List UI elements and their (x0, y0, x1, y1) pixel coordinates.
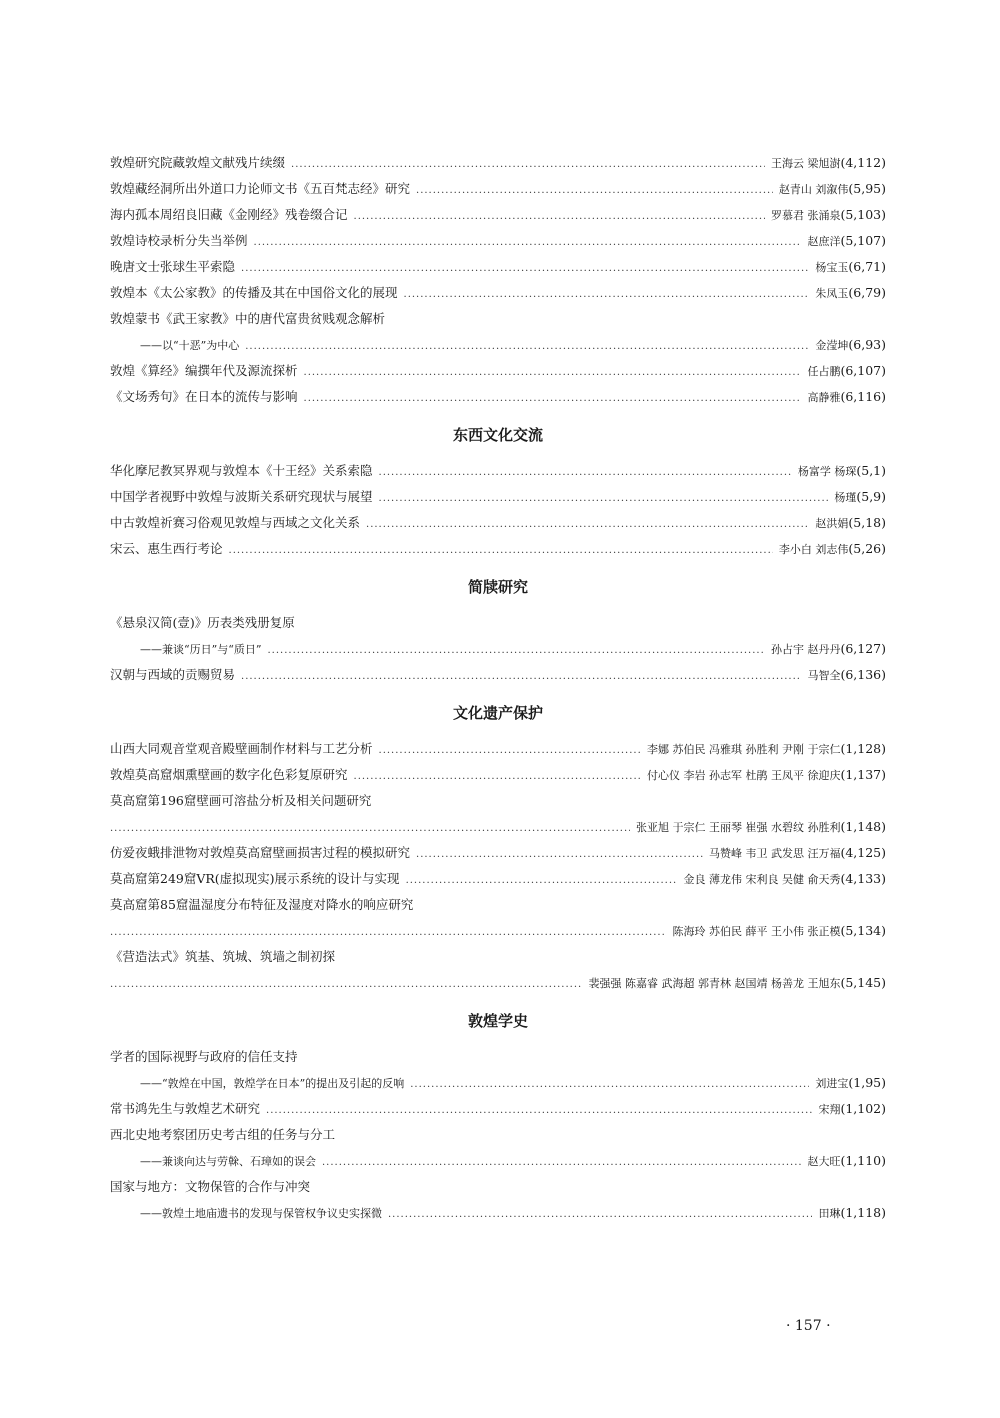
entry-authors: 赵庶洋 (807, 235, 841, 248)
entry-title: 中国学者视野中敦煌与波斯关系研究现状与展望 (110, 489, 373, 504)
toc-entry[interactable] (110, 306, 886, 358)
entry-citation: (1,148) (840, 819, 886, 834)
toc-entry[interactable] (110, 458, 886, 484)
entry-citation: (1,128) (840, 741, 886, 756)
entry-subtitle: ——兼谈“历日”与“质日” (140, 643, 262, 656)
entry-title: 中古敦煌祈赛习俗观见敦煌与西域之文化关系 (110, 515, 361, 530)
entry-row (110, 866, 886, 892)
entry-authors: 马智全 (807, 669, 841, 682)
entry-citation: (6,127) (840, 641, 886, 656)
entry-citation: (5,145) (840, 975, 886, 990)
entry-authors: 金滢坤 (815, 339, 849, 352)
entry-title: 仿爱夜蛾排泄物对敦煌莫高窟壁画损害过程的模拟研究 (110, 845, 411, 860)
entry-authors: 金良 薄龙伟 宋利良 吴健 俞天秀 (683, 873, 841, 886)
toc-entry[interactable] (110, 1122, 886, 1174)
entry-list (110, 458, 886, 562)
entry-citation: (1,95) (848, 1075, 886, 1090)
dot-leader (241, 256, 809, 282)
entry-list (110, 1044, 886, 1226)
entry-row (110, 176, 886, 202)
entry-title: 敦煌莫高窟烟熏壁画的数字化色彩复原研究 (110, 767, 348, 782)
entry-author-row (110, 918, 886, 944)
toc-section (110, 568, 886, 688)
toc-entry[interactable] (110, 254, 886, 280)
entry-citation: (6,79) (848, 285, 886, 300)
entry-citation: (5,95) (848, 181, 886, 196)
section-heading: 敦煌学史 (467, 1012, 528, 1030)
entry-authors: 付心仪 李岩 孙志军 杜鹃 王凤平 徐迎庆 (646, 769, 841, 782)
entry-row (110, 762, 886, 788)
entry-title: 海内孤本周绍良旧藏《金刚经》残卷缀合记 (110, 207, 348, 222)
dot-leader (266, 1098, 812, 1124)
toc-entry[interactable] (110, 892, 886, 944)
dot-leader (304, 386, 802, 412)
toc-entry[interactable] (110, 228, 886, 254)
dot-leader (379, 460, 792, 486)
dot-leader (304, 360, 802, 386)
entry-title: 敦煌本《太公家教》的传播及其在中国俗文化的展现 (110, 285, 398, 300)
entry-author-row (110, 970, 886, 996)
entry-authors: 宋翔 (818, 1103, 841, 1116)
entry-authors: 杨瑾 (834, 491, 857, 504)
entry-authors: 高静雅 (807, 391, 841, 404)
entry-citation: (6,107) (840, 363, 886, 378)
entry-row (110, 840, 886, 866)
entry-authors: 张亚旭 于宗仁 王丽琴 崔强 水碧纹 孙胜利 (635, 821, 841, 834)
entry-title: 晚唐文士张球生平索隐 (110, 259, 236, 274)
entry-row (110, 202, 886, 228)
entry-row (110, 510, 886, 536)
toc-entry[interactable] (110, 510, 886, 536)
dot-leader (110, 816, 630, 842)
entry-citation: (4,112) (840, 155, 886, 170)
entry-authors: 李娜 苏伯民 冯雅琪 孙胜利 尹刚 于宗仁 (646, 743, 841, 756)
entry-title: 敦煌《算经》编撰年代及源流探析 (110, 363, 298, 378)
entry-citation: (6,116) (840, 389, 886, 404)
toc-entry[interactable] (110, 788, 886, 840)
entry-citation: (5,18) (848, 515, 886, 530)
entry-authors: 李小白 刘志伟 (778, 543, 849, 556)
entry-title: 常书鸿先生与敦煌艺术研究 (110, 1101, 261, 1116)
entry-row (110, 384, 886, 410)
toc-entry[interactable] (110, 1096, 886, 1122)
entry-authors: 杨富学 杨琛 (797, 465, 857, 478)
entry-list (110, 150, 886, 410)
entry-row (110, 150, 886, 176)
dot-leader (366, 512, 809, 538)
entry-subtitle: ——以“十恶”为中心 (140, 339, 240, 352)
entry-title: 学者的国际视野与政府的信任支持 (110, 1049, 298, 1064)
entry-authors: 刘进宝 (815, 1077, 849, 1090)
toc-section (110, 150, 886, 410)
toc-entry[interactable] (110, 1174, 886, 1226)
entry-citation: (4,125) (840, 845, 886, 860)
toc-entry[interactable] (110, 840, 886, 866)
toc-entry[interactable] (110, 484, 886, 510)
dot-leader (379, 486, 829, 512)
entry-row (110, 662, 886, 688)
entry-list (110, 610, 886, 688)
entry-title: 敦煌研究院藏敦煌文献残片续缀 (110, 155, 286, 170)
dot-leader (229, 538, 773, 564)
entry-row (110, 228, 886, 254)
entry-subtitle: ——“敦煌在中国，敦煌学在日本”的提出及引起的反响 (140, 1077, 405, 1090)
entry-title: 莫高窟第249窟VR(虚拟现实)展示系统的设计与实现 (110, 871, 400, 886)
entry-title: 敦煌诗校录析分失当举例 (110, 233, 248, 248)
entry-citation: (6,93) (848, 337, 886, 352)
entry-title: 山西大同观音堂观音殿壁画制作材料与工艺分析 (110, 741, 373, 756)
entry-citation: (5,103) (840, 207, 886, 222)
table-of-contents (110, 146, 886, 1226)
entry-authors: 孙占宇 赵丹丹 (770, 643, 841, 656)
entry-title: 国家与地方：文物保管的合作与冲突 (110, 1179, 311, 1194)
entry-authors: 杨宝玉 (815, 261, 849, 274)
entry-authors: 王海云 梁旭澍 (770, 157, 841, 170)
toc-entry[interactable] (110, 358, 886, 384)
dot-leader (254, 230, 802, 256)
entry-row (110, 358, 886, 384)
entry-subtitle-row (110, 1070, 886, 1096)
entry-authors: 陈海玲 苏伯民 薛平 王小伟 张正模 (672, 925, 841, 938)
entry-subtitle-row (110, 1200, 886, 1226)
toc-entry[interactable] (110, 610, 886, 662)
dot-leader (388, 1202, 812, 1228)
toc-section (110, 694, 886, 996)
entry-citation: (5,107) (840, 233, 886, 248)
entry-title: 《悬泉汉简(壹)》历表类残册复原 (110, 615, 295, 630)
entry-author-row (110, 814, 886, 840)
dot-leader (322, 1150, 801, 1176)
dot-leader (404, 282, 810, 308)
entry-subtitle: ——兼谈向达与劳榦、石璋如的误会 (140, 1155, 316, 1168)
entry-subtitle-row (110, 1148, 886, 1174)
toc-entry[interactable] (110, 176, 886, 202)
toc-entry[interactable] (110, 944, 886, 996)
toc-entry[interactable] (110, 280, 886, 306)
entry-title: 西北史地考察团历史考古组的任务与分工 (110, 1127, 336, 1142)
dot-leader (241, 664, 801, 690)
dot-leader (406, 868, 678, 894)
entry-authors: 赵洪娟 (815, 517, 849, 530)
entry-authors: 田琳 (818, 1207, 841, 1220)
entry-subtitle-row (110, 332, 886, 358)
entry-title: 汉朝与西域的贡赐贸易 (110, 667, 236, 682)
entry-authors: 罗慕君 张涌泉 (770, 209, 841, 222)
entry-title: 敦煌藏经洞所出外道口力论师文书《五百梵志经》研究 (110, 181, 411, 196)
dot-leader (110, 920, 666, 946)
entry-row (110, 280, 886, 306)
entry-row (110, 1096, 886, 1122)
dot-leader (379, 738, 641, 764)
section-heading: 文化遗产保护 (452, 704, 543, 722)
entry-citation: (5,9) (856, 489, 886, 504)
entry-title: 敦煌蒙书《武王家教》中的唐代富贵贫贱观念解析 (110, 311, 386, 326)
entry-citation: (5,26) (848, 541, 886, 556)
toc-entry[interactable] (110, 150, 886, 176)
toc-section (110, 416, 886, 562)
entry-citation: (1,110) (840, 1153, 886, 1168)
entry-row (110, 254, 886, 280)
toc-entry[interactable] (110, 536, 886, 562)
entry-row (110, 536, 886, 562)
section-heading: 东西文化交流 (452, 426, 543, 444)
entry-title: 《文场秀句》在日本的流传与影响 (110, 389, 298, 404)
entry-authors: 朱凤玉 (815, 287, 849, 300)
entry-authors: 赵大旺 (807, 1155, 841, 1168)
entry-authors: 赵青山 刘溆伟 (778, 183, 849, 196)
toc-entry[interactable] (110, 662, 886, 688)
entry-subtitle-row (110, 636, 886, 662)
entry-citation: (1,137) (840, 767, 886, 782)
entry-citation: (5,134) (840, 923, 886, 938)
dot-leader (416, 842, 703, 868)
entry-citation: (6,136) (840, 667, 886, 682)
dot-leader (410, 1072, 809, 1098)
toc-entry[interactable] (110, 384, 886, 410)
entry-row (110, 458, 886, 484)
toc-entry[interactable] (110, 736, 886, 762)
entry-list (110, 736, 886, 996)
entry-title: 莫高窟第85窟温湿度分布特征及湿度对降水的响应研究 (110, 897, 414, 912)
entry-citation: (5,1) (856, 463, 886, 478)
dot-leader (245, 334, 809, 360)
entry-citation: (6,71) (848, 259, 886, 274)
toc-entry[interactable] (110, 202, 886, 228)
toc-entry[interactable] (110, 1044, 886, 1096)
entry-title: 《营造法式》筑基、筑城、筑墙之制初探 (110, 949, 336, 964)
dot-leader (110, 972, 582, 998)
page-number: · 157 · (786, 1318, 831, 1334)
dot-leader (416, 178, 773, 204)
entry-citation: (4,133) (840, 871, 886, 886)
entry-authors: 裴强强 陈嘉睿 武海超 郭青林 赵国靖 杨善龙 王旭东 (588, 977, 841, 990)
entry-title: 华化摩尼教冥界观与敦煌本《十王经》关系索隐 (110, 463, 373, 478)
entry-authors: 任占鹏 (807, 365, 841, 378)
entry-subtitle: ——敦煌土地庙遗书的发现与保管权争议史实探微 (140, 1207, 382, 1220)
dot-leader (354, 204, 765, 230)
entry-citation: (1,118) (840, 1205, 886, 1220)
dot-leader (354, 764, 641, 790)
entry-authors: 马赞峰 韦卫 武发思 汪万福 (708, 847, 841, 860)
entry-title: 莫高窟第196窟壁画可溶盐分析及相关问题研究 (110, 793, 372, 808)
entry-title: 宋云、惠生西行考论 (110, 541, 223, 556)
entry-row (110, 736, 886, 762)
toc-section (110, 1002, 886, 1226)
section-heading: 简牍研究 (467, 578, 528, 596)
dot-leader (268, 638, 765, 664)
entry-citation: (1,102) (840, 1101, 886, 1116)
toc-entry[interactable] (110, 866, 886, 892)
dot-leader (291, 152, 765, 178)
entry-row (110, 484, 886, 510)
toc-entry[interactable] (110, 762, 886, 788)
